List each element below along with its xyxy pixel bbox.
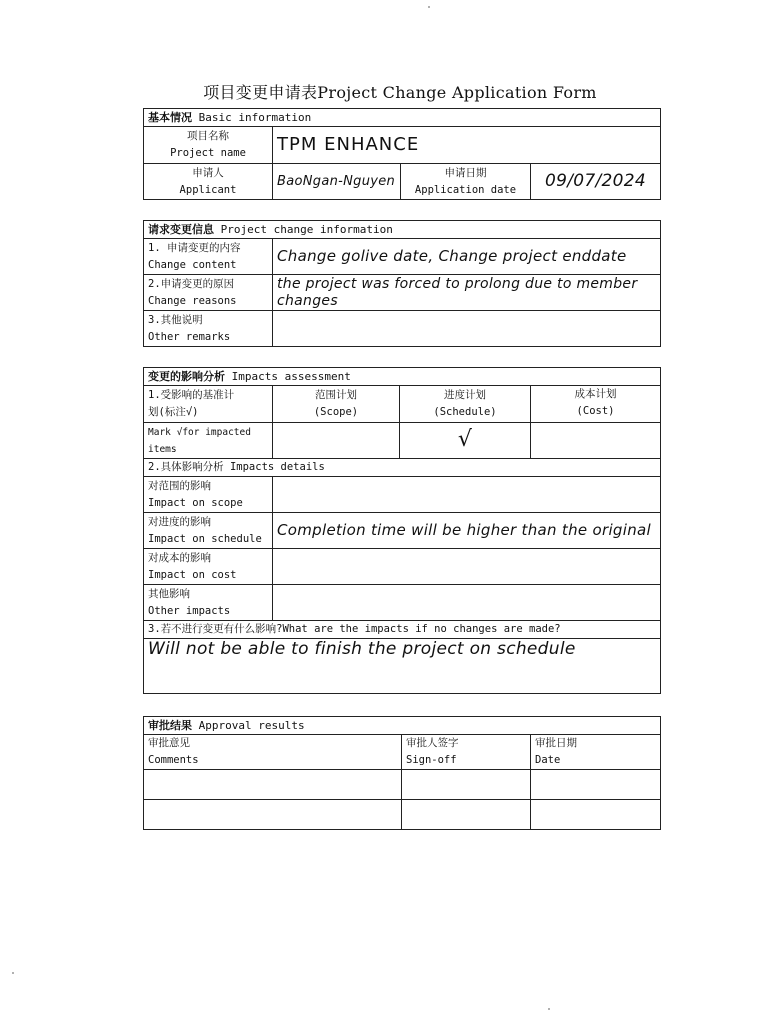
approval-date-cn: 审批日期 xyxy=(535,737,577,749)
scope-impact-cn: 对范围的影响 xyxy=(148,479,211,492)
schedule-plan-cn: 进度计划 xyxy=(444,389,486,401)
application-date-value: 09/07/2024 xyxy=(545,170,646,191)
signoff-cn: 审批人签字 xyxy=(406,737,459,749)
cost-plan-header xyxy=(531,386,661,423)
change-reasons-cn: 2.申请变更的原因 xyxy=(148,277,235,290)
scope-plan-cn: 范围计划 xyxy=(315,389,357,401)
impacts-header xyxy=(144,368,661,386)
applicant-label xyxy=(144,164,273,200)
schedule-impact-field[interactable] xyxy=(273,513,661,549)
schedule-impact-cn: 对进度的影响 xyxy=(148,515,211,528)
other-remarks-label xyxy=(144,311,273,347)
schedule-plan-en: (Schedule) xyxy=(433,406,497,418)
project-name-label xyxy=(144,127,273,164)
change-info-table xyxy=(143,220,661,347)
other-impacts-cn: 其他影响 xyxy=(148,587,190,600)
application-date-en: Application date xyxy=(414,183,517,196)
scope-impact-label xyxy=(144,477,273,513)
approval-date-field[interactable] xyxy=(531,770,661,800)
other-remarks-field[interactable] xyxy=(273,311,661,347)
applicant-en: Applicant xyxy=(179,183,237,196)
change-content-field[interactable] xyxy=(273,239,661,275)
change-reasons-label xyxy=(144,275,273,311)
change-info-header xyxy=(144,221,661,239)
comments-en: Comments xyxy=(148,754,199,766)
approval-header xyxy=(144,717,661,735)
signoff-field[interactable] xyxy=(402,770,531,800)
scope-plan-en: (Scope) xyxy=(313,406,359,418)
impacts-details-label: 2.具体影响分析 Impacts details xyxy=(144,459,661,477)
schedule-impact-en: Impact on schedule xyxy=(148,532,262,545)
cost-impact-label xyxy=(144,549,273,585)
cost-plan-cn: 成本计划 xyxy=(574,388,617,400)
project-name-en: Project name xyxy=(170,147,246,159)
application-date-field[interactable] xyxy=(531,164,661,200)
checkmark-icon: √ xyxy=(457,426,473,452)
no-change-impact-value: Will not be able to finish the project on schedule xyxy=(148,639,576,659)
signoff-label xyxy=(402,735,531,770)
cost-impact-cn: 对成本的影响 xyxy=(148,551,211,564)
other-remarks-cn: 3.其他说明 xyxy=(148,313,203,326)
applicant-value: BaoNgan-Nguyen xyxy=(277,174,396,189)
baseline-label xyxy=(144,386,273,423)
mark-label xyxy=(144,423,273,459)
approval-header-cn: 审批结果 xyxy=(148,719,192,732)
schedule-plan-header xyxy=(400,386,531,423)
signoff-field-2[interactable] xyxy=(402,800,531,830)
schedule-impact-label xyxy=(144,513,273,549)
impacts-header-en: Impacts assessment xyxy=(231,370,351,383)
scope-plan-header xyxy=(273,386,400,423)
comments-label xyxy=(144,735,402,770)
other-impacts-field[interactable] xyxy=(273,585,661,621)
mark-en-line1: Mark √for impacted xyxy=(148,426,251,438)
scan-speck xyxy=(12,972,14,974)
change-reasons-en: Change reasons xyxy=(148,294,237,307)
applicant-field[interactable] xyxy=(273,164,401,200)
comments-field[interactable] xyxy=(144,770,402,800)
comments-field-2[interactable] xyxy=(144,800,402,830)
signoff-en: Sign-off xyxy=(406,754,457,766)
change-reasons-value-line1: the project was forced to prolong due to member xyxy=(277,275,638,292)
no-change-impact-field[interactable] xyxy=(144,639,661,694)
basic-info-table xyxy=(143,108,661,200)
basic-header-cn: 基本情况 xyxy=(148,111,192,124)
basic-header-en: Basic information xyxy=(198,111,312,124)
schedule-impact-value: Completion time will be higher than the original xyxy=(277,520,651,539)
project-name-value: TPM ENHANCE xyxy=(277,133,420,155)
cost-impact-en: Impact on cost xyxy=(148,568,237,581)
approval-date-label xyxy=(531,735,661,770)
schedule-mark-cell[interactable] xyxy=(400,423,531,459)
change-content-cn: 1. 申请变更的内容 xyxy=(148,241,241,254)
scan-speck xyxy=(548,1008,550,1010)
change-header-cn: 请求变更信息 xyxy=(148,223,214,236)
impacts-header-cn: 变更的影响分析 xyxy=(148,370,225,383)
cost-impact-field[interactable] xyxy=(273,549,661,585)
approval-table xyxy=(143,716,661,830)
change-reasons-field[interactable] xyxy=(273,275,661,311)
mark-en-line2: items xyxy=(148,443,177,455)
basic-info-header xyxy=(144,109,661,127)
change-content-en: Change content xyxy=(148,258,237,271)
baseline-cn-line1: 1.受影响的基准计 xyxy=(148,389,235,401)
no-change-impact-label: 3.若不进行变更有什么影响?What are the impacts if no changes are made? xyxy=(144,621,661,639)
scan-speck xyxy=(428,6,430,8)
change-header-en: Project change information xyxy=(220,223,393,236)
other-remarks-en: Other remarks xyxy=(148,330,231,343)
change-reasons-value-line2: changes xyxy=(277,292,338,309)
approval-date-en: Date xyxy=(535,754,561,766)
approval-date-field-2[interactable] xyxy=(531,800,661,830)
other-impacts-en: Other impacts xyxy=(148,604,231,617)
change-content-value: Change golive date, Change project enddate xyxy=(277,246,627,265)
cost-mark-cell[interactable] xyxy=(531,423,661,459)
change-content-label xyxy=(144,239,273,275)
project-name-cn: 项目名称 xyxy=(187,130,229,142)
other-impacts-label xyxy=(144,585,273,621)
comments-cn: 审批意见 xyxy=(148,737,190,749)
application-date-cn: 申请日期 xyxy=(444,166,487,179)
scope-mark-cell[interactable] xyxy=(273,423,400,459)
approval-header-en: Approval results xyxy=(198,719,305,732)
scope-impact-field[interactable] xyxy=(273,477,661,513)
impacts-table xyxy=(143,367,661,694)
form-title: 项目变更申请表Project Change Application Form xyxy=(203,83,597,102)
application-date-label xyxy=(401,164,531,200)
baseline-cn-line2: 划(标注√) xyxy=(148,406,199,418)
project-name-field[interactable] xyxy=(273,127,661,164)
scope-impact-en: Impact on scope xyxy=(148,496,243,509)
applicant-cn: 申请人 xyxy=(192,166,224,179)
cost-plan-en: (Cost) xyxy=(576,405,615,417)
